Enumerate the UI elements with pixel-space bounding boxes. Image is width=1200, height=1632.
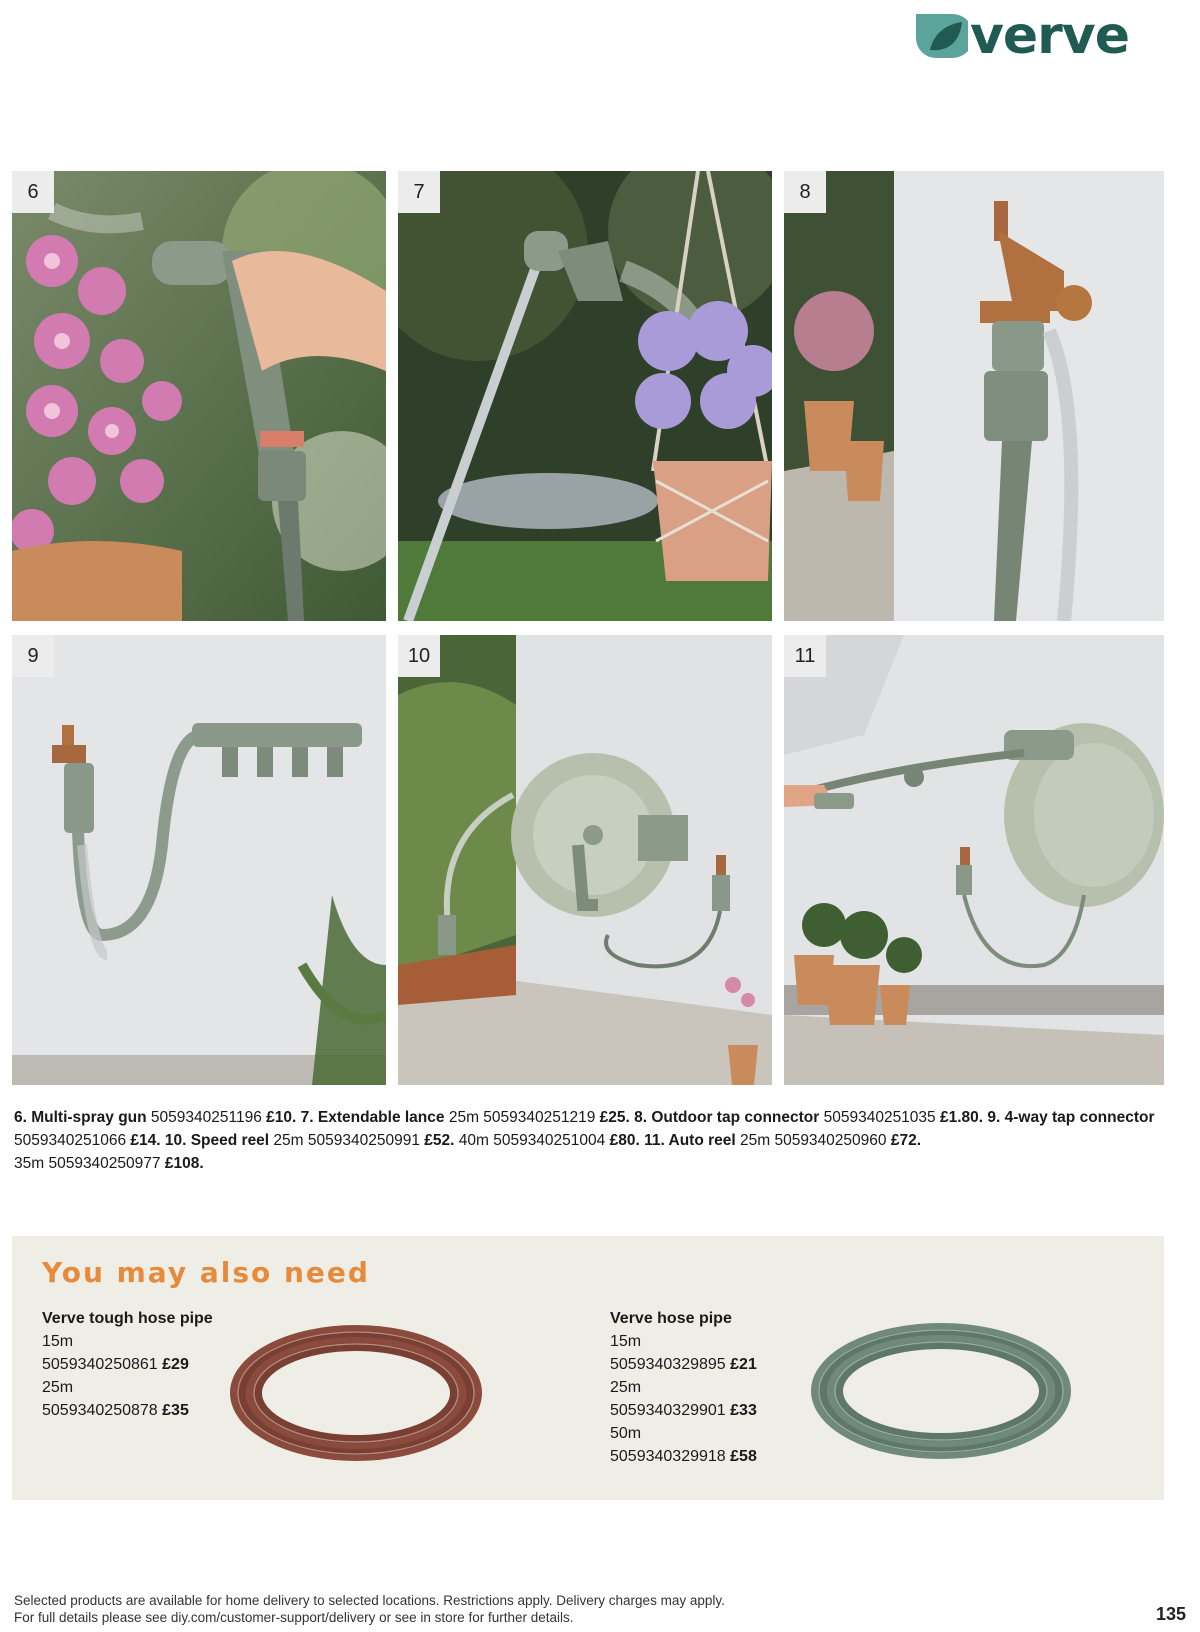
hose-pipe-icon <box>806 1316 1076 1466</box>
product-name: 10. Speed reel <box>164 1132 270 1149</box>
verve-logo <box>912 8 1164 64</box>
variant-price: £29 <box>162 1356 189 1373</box>
variant-code-price <box>42 1353 213 1376</box>
variant-code-price <box>610 1445 757 1468</box>
tile-number: 9 <box>12 635 54 677</box>
product-caption <box>14 1106 1164 1175</box>
variant-length: 25m <box>610 1379 642 1396</box>
tile-number: 6 <box>12 171 54 213</box>
auto-reel-photo-icon <box>784 635 1164 1085</box>
product-detail: 5059340251066 <box>14 1132 131 1149</box>
product-detail: 40m 5059340251004 <box>458 1132 610 1149</box>
disclaimer-line: For full details please see diy.com/customer-support/delivery or see in store for further details. <box>14 1610 574 1625</box>
variant-price: £33 <box>730 1402 757 1419</box>
variant-code-price <box>42 1399 213 1422</box>
product-price: £25. <box>599 1109 630 1126</box>
product-price: £1.80. <box>939 1109 984 1126</box>
photo-tile-9 <box>12 635 386 1085</box>
product-detail: 25m 5059340250991 <box>269 1132 425 1149</box>
product-price: £72. <box>890 1132 921 1149</box>
product-name: Verve hose pipe <box>610 1310 732 1327</box>
variant-price: £58 <box>730 1448 757 1465</box>
product-detail: 35m 5059340250977 <box>14 1155 165 1172</box>
variant-code: 5059340250878 <box>42 1402 158 1419</box>
product-hose-pipe <box>610 1307 757 1468</box>
variant-code: 5059340250861 <box>42 1356 158 1373</box>
product-price: £52. <box>424 1132 455 1149</box>
product-detail: 25m 5059340251219 <box>444 1109 600 1126</box>
variant-length: 25m <box>42 1379 74 1396</box>
product-price: £14. <box>130 1132 161 1149</box>
product-name: 11. Auto reel <box>644 1132 736 1149</box>
product-price: £80. <box>609 1132 640 1149</box>
product-detail: 25m 5059340250960 <box>735 1132 891 1149</box>
product-name: 9. 4-way tap connector <box>987 1109 1155 1126</box>
speed-reel-photo-icon <box>398 635 772 1085</box>
variant-length: 15m <box>42 1333 74 1350</box>
verve-leaf-icon <box>912 10 968 62</box>
variant-code: 5059340329901 <box>610 1402 726 1419</box>
product-name: 8. Outdoor tap connector <box>634 1109 820 1126</box>
product-detail: 5059340251196 <box>146 1109 267 1126</box>
product-name: 7. Extendable lance <box>300 1109 445 1126</box>
page-number: 135 <box>1155 1604 1186 1624</box>
variant-length: 15m <box>610 1333 642 1350</box>
disclaimer-line: Selected products are available for home delivery to selected locations. Restrictions apply. Delivery charges may apply. <box>14 1593 725 1608</box>
variant-price: £21 <box>730 1356 757 1373</box>
variant-code-price <box>610 1353 757 1376</box>
multi-spray-gun-photo-icon <box>12 171 386 621</box>
tile-number: 10 <box>398 635 440 677</box>
delivery-disclaimer <box>14 1592 914 1626</box>
product-price: £10. <box>266 1109 297 1126</box>
tough-hose-pipe-icon <box>226 1318 486 1468</box>
tile-number: 8 <box>784 171 826 213</box>
photo-tile-6 <box>12 171 386 621</box>
4-way-tap-connector-photo-icon <box>12 635 386 1085</box>
variant-code: 5059340329918 <box>610 1448 726 1465</box>
tile-number: 11 <box>784 635 826 677</box>
product-name: Verve tough hose pipe <box>42 1310 213 1327</box>
extendable-lance-photo-icon <box>398 171 772 621</box>
variant-length: 50m <box>610 1425 642 1442</box>
variant-code-price <box>610 1399 757 1422</box>
photo-tile-11 <box>784 635 1164 1085</box>
brand-name: verve <box>970 6 1129 66</box>
outdoor-tap-connector-photo-icon <box>784 171 1164 621</box>
photo-tile-8 <box>784 171 1164 621</box>
photo-tile-10 <box>398 635 772 1085</box>
product-name: 6. Multi-spray gun <box>14 1109 147 1126</box>
product-tough-hose <box>42 1307 213 1422</box>
variant-code: 5059340329895 <box>610 1356 726 1373</box>
product-detail: 5059340251035 <box>819 1109 940 1126</box>
product-price: £108. <box>164 1155 204 1172</box>
photo-tile-7 <box>398 171 772 621</box>
also-need-panel <box>12 1236 1164 1500</box>
tile-number: 7 <box>398 171 440 213</box>
panel-title: You may also need <box>42 1256 370 1289</box>
variant-price: £35 <box>162 1402 189 1419</box>
